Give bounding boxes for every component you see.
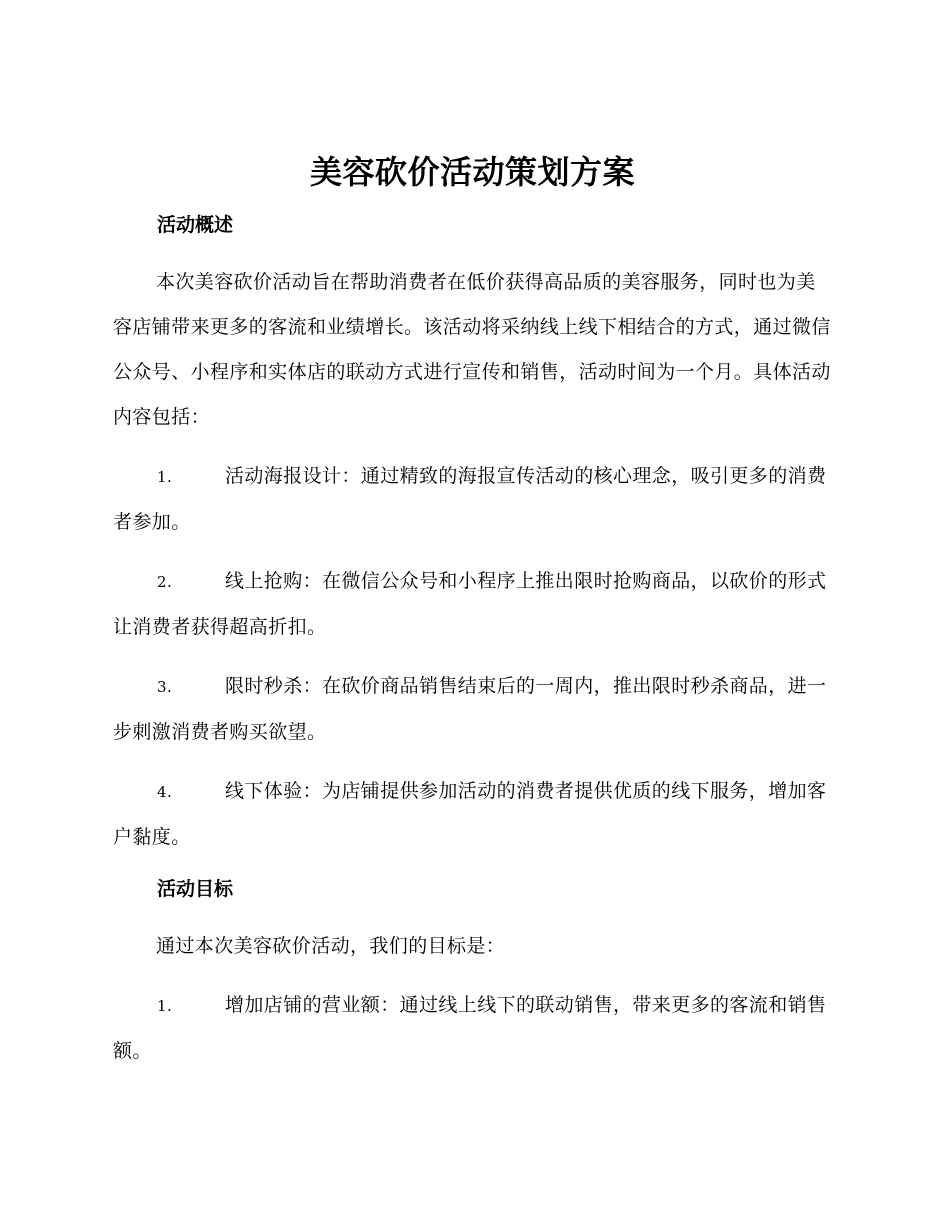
list-item-number: 2. — [157, 573, 173, 591]
list-item-text: 限时秒杀：在砍价商品销售结束后的一周内，推出限时秒杀商品，进一步刺激消费者购买欲望。 — [113, 675, 827, 743]
list-item-number: 3. — [157, 678, 173, 696]
goals-paragraph: 通过本次美容砍价活动，我们的目标是： — [156, 935, 506, 957]
list-item-text: 线下体验：为店铺提供参加活动的消费者提供优质的线下服务，增加客户黏度。 — [113, 780, 827, 848]
section-heading-goals: 活动目标 — [157, 878, 234, 900]
list-item-number: 1. — [157, 468, 173, 486]
list-item-text: 活动海报设计：通过精致的海报宣传活动的核心理念，吸引更多的消费者参加。 — [113, 465, 827, 533]
list-item — [113, 454, 832, 545]
list-item — [113, 769, 832, 860]
list-item — [113, 983, 832, 1074]
list-item-number: 1. — [157, 997, 173, 1015]
list-item — [113, 664, 832, 755]
list-item-text: 增加店铺的营业额：通过线上线下的联动销售，带来更多的客流和销售额。 — [113, 994, 827, 1062]
section-heading-overview: 活动概述 — [157, 214, 234, 236]
overview-paragraph: 本次美容砍价活动旨在帮助消费者在低价获得高品质的美容服务，同时也为美容店铺带来更多的客流和业绩增长。该活动将采纳线上线下相结合的方式，通过微信公众号、小程序和实体店的联动方式进行宣传和销售，活动时间为一个月。具体活动内容包括： — [113, 271, 831, 428]
document-title: 美容砍价活动策划方案 — [309, 153, 635, 191]
list-item-text: 线上抢购：在微信公众号和小程序上推出限时抢购商品，以砍价的形式让消费者获得超高折扣。 — [113, 570, 827, 638]
list-item — [113, 559, 832, 650]
list-item-number: 4. — [157, 783, 173, 801]
